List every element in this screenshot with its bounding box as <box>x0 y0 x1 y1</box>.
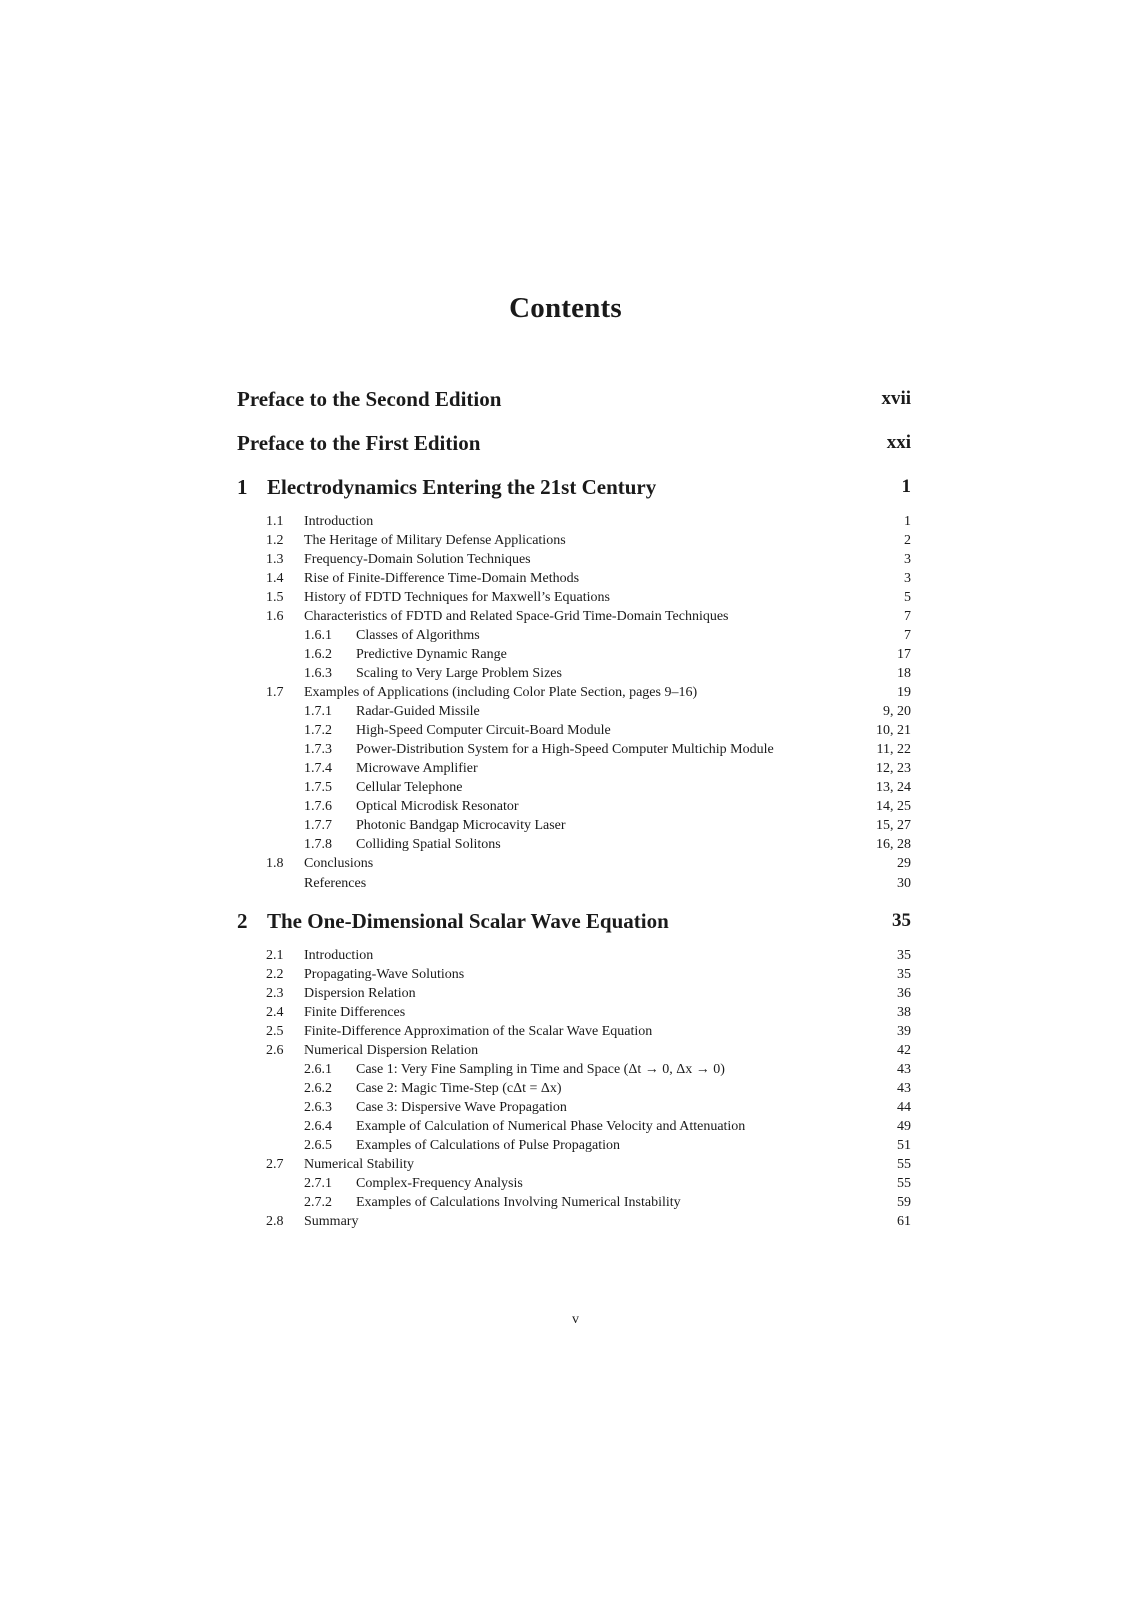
toc-entry-number: 2.7.1 <box>304 1176 332 1191</box>
toc-entry-title: Scaling to Very Large Problem Sizes <box>356 666 562 681</box>
toc-entry-page: 61 <box>897 1214 911 1229</box>
toc-entry-page: 7 <box>904 628 911 643</box>
toc-entry-number: 2.1 <box>266 948 284 963</box>
toc-entry-number: 1.6 <box>266 609 284 624</box>
toc-entry-number: 2.6.3 <box>304 1100 332 1115</box>
toc-entry-number: 1.7 <box>266 685 284 700</box>
toc-entry-page: 44 <box>897 1100 911 1115</box>
toc-entry-title: Numerical Dispersion Relation <box>304 1043 479 1058</box>
toc-entry-page: 10, 21 <box>876 723 911 738</box>
toc-entry-number: 2.6 <box>266 1043 284 1058</box>
toc-entry-number: 1.7.3 <box>304 742 332 757</box>
toc-entry-page: 35 <box>897 967 911 982</box>
toc-entry-page: 3 <box>904 571 911 586</box>
toc-entry-number: 1.7.6 <box>304 799 332 814</box>
toc-entry-page: 43 <box>897 1081 911 1096</box>
toc-section-entry <box>0 683 1131 703</box>
toc-entry-title: Colliding Spatial Solitons <box>356 837 501 852</box>
toc-section-entry <box>0 1041 1131 1061</box>
toc-subsection-entry <box>0 1174 1131 1194</box>
toc-entry-title: The Heritage of Military Defense Applications <box>304 533 566 548</box>
toc-section-entry <box>0 550 1131 570</box>
toc-entry-title: Finite Differences <box>304 1005 406 1020</box>
toc-entry-number: 2.7.2 <box>304 1195 332 1210</box>
toc-subsection-entry <box>0 759 1131 779</box>
toc-entry-title: Predictive Dynamic Range <box>356 647 507 662</box>
toc-entry-number: 1.6.1 <box>304 628 332 643</box>
toc-entry-page: 42 <box>897 1043 911 1058</box>
toc-subsection-entry <box>0 778 1131 798</box>
toc-entry-title: Conclusions <box>304 856 374 871</box>
toc-entry-title: References <box>304 876 367 891</box>
toc-entry-page: 43 <box>897 1062 911 1077</box>
toc-entry-page: 14, 25 <box>876 799 911 814</box>
toc-entry-title: Rise of Finite-Difference Time-Domain Methods <box>304 571 580 586</box>
toc-entry-title: Microwave Amplifier <box>356 761 478 776</box>
toc-entry-title: Example of Calculation of Numerical Phase Velocity and Attenuation <box>356 1119 746 1134</box>
toc-entry-page: 9, 20 <box>883 704 911 719</box>
toc-entry-title: Case 3: Dispersive Wave Propagation <box>356 1100 567 1115</box>
toc-entry-number: 2.6.4 <box>304 1119 332 1134</box>
toc-entry-title: Preface to the Second Edition <box>237 387 502 411</box>
toc-entry-title: Propagating-Wave Solutions <box>304 967 465 982</box>
toc-entry-title: Introduction <box>304 948 374 963</box>
toc-subsection-entry <box>0 797 1131 817</box>
toc-entry-number: 1.2 <box>266 533 284 548</box>
toc-entry-title: History of FDTD Techniques for Maxwell’s Equations <box>304 590 610 605</box>
toc-subsection-entry <box>0 645 1131 665</box>
toc-section-entry <box>0 854 1131 874</box>
toc-subsection-entry <box>0 1060 1131 1080</box>
toc-entry-page: 38 <box>897 1005 911 1020</box>
toc-entry-title: Cellular Telephone <box>356 780 463 795</box>
toc-entry-number: 2.2 <box>266 967 284 982</box>
toc-entry-number: 2.6.1 <box>304 1062 332 1077</box>
toc-section-entry <box>0 1003 1131 1023</box>
toc-entry-page: 13, 24 <box>876 780 911 795</box>
toc-subsection-entry <box>0 664 1131 684</box>
toc-entry-page: xxi <box>886 432 911 453</box>
toc-subsection-entry <box>0 1117 1131 1137</box>
toc-entry-title: Case 2: Magic Time-Step (cΔt = Δx) <box>356 1081 562 1096</box>
toc-entry-page: 7 <box>904 609 911 624</box>
toc-entry-page: 11, 22 <box>876 742 911 757</box>
toc-entry-title: Classes of Algorithms <box>356 628 480 643</box>
toc-section-entry <box>0 874 1131 894</box>
toc-subsection-entry <box>0 1193 1131 1213</box>
toc-entry-title: Preface to the First Edition <box>237 431 481 455</box>
toc-subsection-entry <box>0 835 1131 855</box>
toc-entry-title: Numerical Stability <box>304 1157 415 1172</box>
toc-entry-page: 29 <box>897 856 911 871</box>
toc-entry-number: 2.7 <box>266 1157 284 1172</box>
toc-entry-page: 12, 23 <box>876 761 911 776</box>
toc-entry-title: Case 1: Very Fine Sampling in Time and Space (Δt → 0, Δx → 0) <box>356 1062 725 1077</box>
toc-entry-title: Summary <box>304 1214 359 1229</box>
toc-entry-number: 1.7.8 <box>304 837 332 852</box>
toc-chapter-entry <box>0 906 1131 936</box>
toc-entry-title: Examples of Calculations of Pulse Propagation <box>356 1138 621 1153</box>
toc-entry-page: 55 <box>897 1157 911 1172</box>
toc-entry-page: 3 <box>904 552 911 567</box>
toc-section-entry <box>0 512 1131 532</box>
toc-entry-page: 15, 27 <box>876 818 911 833</box>
toc-entry-number: 2.6.2 <box>304 1081 332 1096</box>
toc-entry-page: 1 <box>901 476 911 497</box>
toc-subsection-entry <box>0 721 1131 741</box>
toc-entry-number: 1.7.7 <box>304 818 332 833</box>
toc-entry-number: 1.7.4 <box>304 761 332 776</box>
toc-section-entry <box>0 588 1131 608</box>
toc-section-entry <box>0 607 1131 627</box>
toc-entry-page: 55 <box>897 1176 911 1191</box>
toc-entry-page: 39 <box>897 1024 911 1039</box>
toc-entry-number: 1.7.1 <box>304 704 332 719</box>
toc-entry-title: Radar-Guided Missile <box>356 704 480 719</box>
toc-entry-number: 2.8 <box>266 1214 284 1229</box>
toc-entry-number: 1.6.3 <box>304 666 332 681</box>
toc-entry-number: 1.1 <box>266 514 284 529</box>
toc-entry-page: xvii <box>881 388 911 409</box>
toc-entry-number: 1.8 <box>266 856 284 871</box>
toc-entry-page: 36 <box>897 986 911 1001</box>
toc-entry-page: 16, 28 <box>876 837 911 852</box>
toc-section-entry <box>0 569 1131 589</box>
toc-entry-page: 17 <box>897 647 911 662</box>
toc-entry-title: The One-Dimensional Scalar Wave Equation <box>267 909 669 933</box>
toc-entry-page: 1 <box>904 514 911 529</box>
toc-entry-number: 1.7.2 <box>304 723 332 738</box>
toc-section-entry <box>0 1212 1131 1232</box>
page-title: Contents <box>509 292 622 324</box>
toc-subsection-entry <box>0 1136 1131 1156</box>
toc-subsection-entry <box>0 626 1131 646</box>
toc-entry-number: 2 <box>237 909 248 933</box>
toc-subsection-entry <box>0 740 1131 760</box>
toc-entry-page: 2 <box>904 533 911 548</box>
toc-entry-title: Examples of Applications (including Color Plate Section, pages 9–16) <box>304 685 698 700</box>
toc-entry-title: Introduction <box>304 514 374 529</box>
toc-entry-page: 18 <box>897 666 911 681</box>
toc-entry-title: Electrodynamics Entering the 21st Century <box>267 475 657 499</box>
toc-section-entry <box>0 965 1131 985</box>
toc-section-entry <box>0 946 1131 966</box>
toc-entry-number: 2.3 <box>266 986 284 1001</box>
toc-entry-title: Dispersion Relation <box>304 986 416 1001</box>
toc-entry-number: 1 <box>237 475 248 499</box>
toc-entry-title: High-Speed Computer Circuit-Board Module <box>356 723 611 738</box>
toc-entry-number: 1.6.2 <box>304 647 332 662</box>
toc-entry-page: 30 <box>897 876 911 891</box>
toc-section-entry <box>0 984 1131 1004</box>
toc-frontmatter-entry <box>0 428 1131 458</box>
toc-subsection-entry <box>0 702 1131 722</box>
toc-section-entry <box>0 1155 1131 1175</box>
toc-entry-title: Power-Distribution System for a High-Speed Computer Multichip Module <box>356 742 774 757</box>
toc-entry-number: 2.4 <box>266 1005 284 1020</box>
toc-entry-page: 19 <box>897 685 911 700</box>
toc-section-entry <box>0 531 1131 551</box>
toc-entry-title: Characteristics of FDTD and Related Space-Grid Time-Domain Techniques <box>304 609 729 624</box>
toc-entry-page: 35 <box>892 910 911 931</box>
toc-entry-number: 1.7.5 <box>304 780 332 795</box>
toc-entry-title: Optical Microdisk Resonator <box>356 799 519 814</box>
toc-subsection-entry <box>0 1079 1131 1099</box>
toc-entry-page: 51 <box>897 1138 911 1153</box>
toc-entry-title: Frequency-Domain Solution Techniques <box>304 552 531 567</box>
toc-entry-number: 2.6.5 <box>304 1138 332 1153</box>
toc-entry-number: 1.3 <box>266 552 284 567</box>
toc-entry-page: 35 <box>897 948 911 963</box>
toc-entry-page: 59 <box>897 1195 911 1210</box>
toc-entry-page: 5 <box>904 590 911 605</box>
toc-entry-title: Examples of Calculations Involving Numerical Instability <box>356 1195 681 1210</box>
toc-entry-number: 2.5 <box>266 1024 284 1039</box>
toc-subsection-entry <box>0 816 1131 836</box>
toc-subsection-entry <box>0 1098 1131 1118</box>
toc-entry-title: Complex-Frequency Analysis <box>356 1176 523 1191</box>
toc-entry-title: Finite-Difference Approximation of the Scalar Wave Equation <box>304 1024 653 1039</box>
toc-entry-number: 1.5 <box>266 590 284 605</box>
toc-section-entry <box>0 1022 1131 1042</box>
toc-entry-page: 49 <box>897 1119 911 1134</box>
toc-chapter-entry <box>0 472 1131 502</box>
toc-frontmatter-entry <box>0 384 1131 414</box>
toc-entry-title: Photonic Bandgap Microcavity Laser <box>356 818 566 833</box>
page-number: v <box>572 1312 579 1327</box>
toc-entry-number: 1.4 <box>266 571 284 586</box>
